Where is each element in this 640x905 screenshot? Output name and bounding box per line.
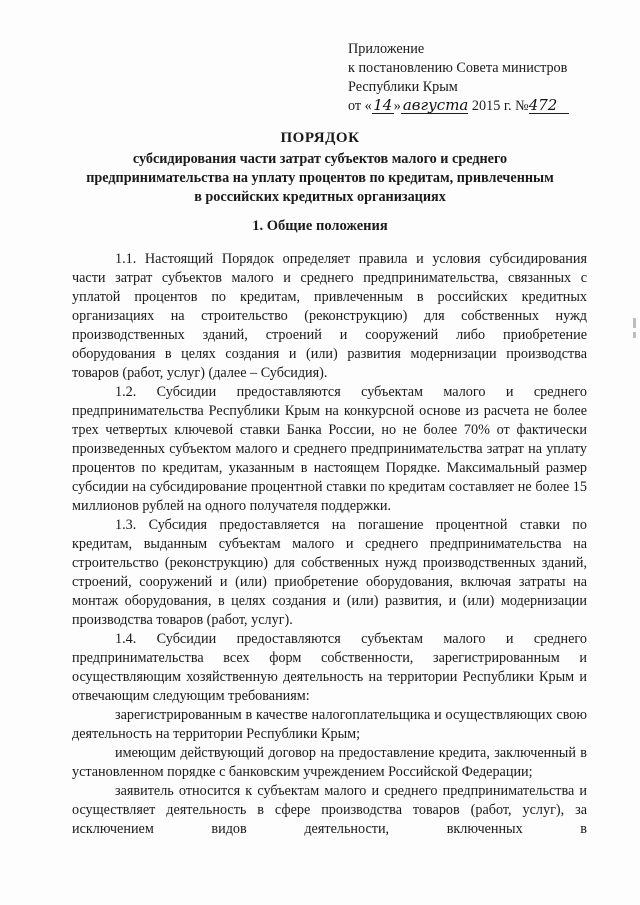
scan-artifact [633, 318, 636, 328]
appendix-republic: Республики Крым [348, 79, 458, 95]
date-mid: » [393, 98, 401, 114]
paragraph-1-2: 1.2. Субсидии предоставляются субъектам малого и среднего предпринимательства Республики Крым на конкурсной основе из расчета не более трех четвертых ключевой ставки Банка России, но не более 70% от фактически произведенных субъектом малого и среднего предпринимательства затрат на уплату процентов по кредитам, указанным в настоящем Порядке. Максимальный размер субсидии на субсидирование процентной ставки по кредитам составляет не более 15 миллионов рублей на одного получателя поддержки. [72, 384, 587, 514]
document-title: ПОРЯДОК [280, 130, 360, 146]
appendix-resolution-ref: к постановлению Совета министров [348, 60, 568, 76]
appendix-label: Приложение [348, 41, 425, 57]
section-heading: 1. Общие положения [252, 218, 388, 234]
subtitle-line: предпринимательства на уплату процентов по кредитам, привлеченным [86, 170, 554, 186]
subtitle-line: в российских кредитных организациях [194, 189, 446, 205]
requirement-item: заявитель относится к субъектам малого и среднего предпринимательства и осуществляет деятельность в сфере производства товаров (работ, услуг), за исключением видов деятельности, включенных в [72, 783, 587, 837]
document-body [72, 250, 587, 839]
requirement-item: зарегистрированным в качестве налогоплательщика и осуществляющих свою деятельность на территории Республики Крым; [72, 707, 587, 742]
date-prefix: от « [348, 98, 372, 114]
paragraph-1-3: 1.3. Субсидия предоставляется на погашение процентной ставки по кредитам, выданным субъектам малого и среднего предпринимательства на строительство (реконструкцию) для собственных нужд производственных зданий, строений, сооружений и (или) приобретение оборудования, включая затраты на монтаж оборудования, в целях создания и (или) развития, и (или) модернизации производства товаров (работ, услуг). [72, 517, 587, 628]
document-number-handwritten: 472 [529, 97, 569, 114]
appendix-date-line [348, 97, 618, 116]
appendix-header [348, 40, 618, 116]
date-month-handwritten: августа [402, 96, 469, 114]
paragraph-1-4: 1.4. Субсидии предоставляются субъектам малого и среднего предпринимательства всех форм собственности, зарегистрированным и осуществляющим хозяйственную деятельность на территории Республики Крым и отвечающим следующим требованиям: [72, 631, 587, 704]
date-day-handwritten: 14 [373, 96, 393, 114]
requirement-item: имеющим действующий договор на предоставление кредита, заключенный в установленном порядке с банковским учреждением Российской Федерации; [72, 745, 587, 780]
subtitle-line: субсидирования части затрат субъектов малого и среднего [132, 151, 508, 167]
date-year: 2015 г. № [468, 98, 529, 114]
scan-artifact [633, 332, 636, 338]
document-subtitle [70, 150, 570, 207]
paragraph-1-1: 1.1. Настоящий Порядок определяет правила и условия субсидирования части затрат субъектов малого и среднего предпринимательства, связанных с уплатой процентов по кредитам, привлеченным в российских кредитных организациях на строительство (реконструкцию) для собственных нужд производственных зданий, строений и сооружений либо приобретение оборудования в целях создания и (или) развития модернизации производства товаров (работ, услуг) (далее – Субсидия). [72, 251, 587, 381]
